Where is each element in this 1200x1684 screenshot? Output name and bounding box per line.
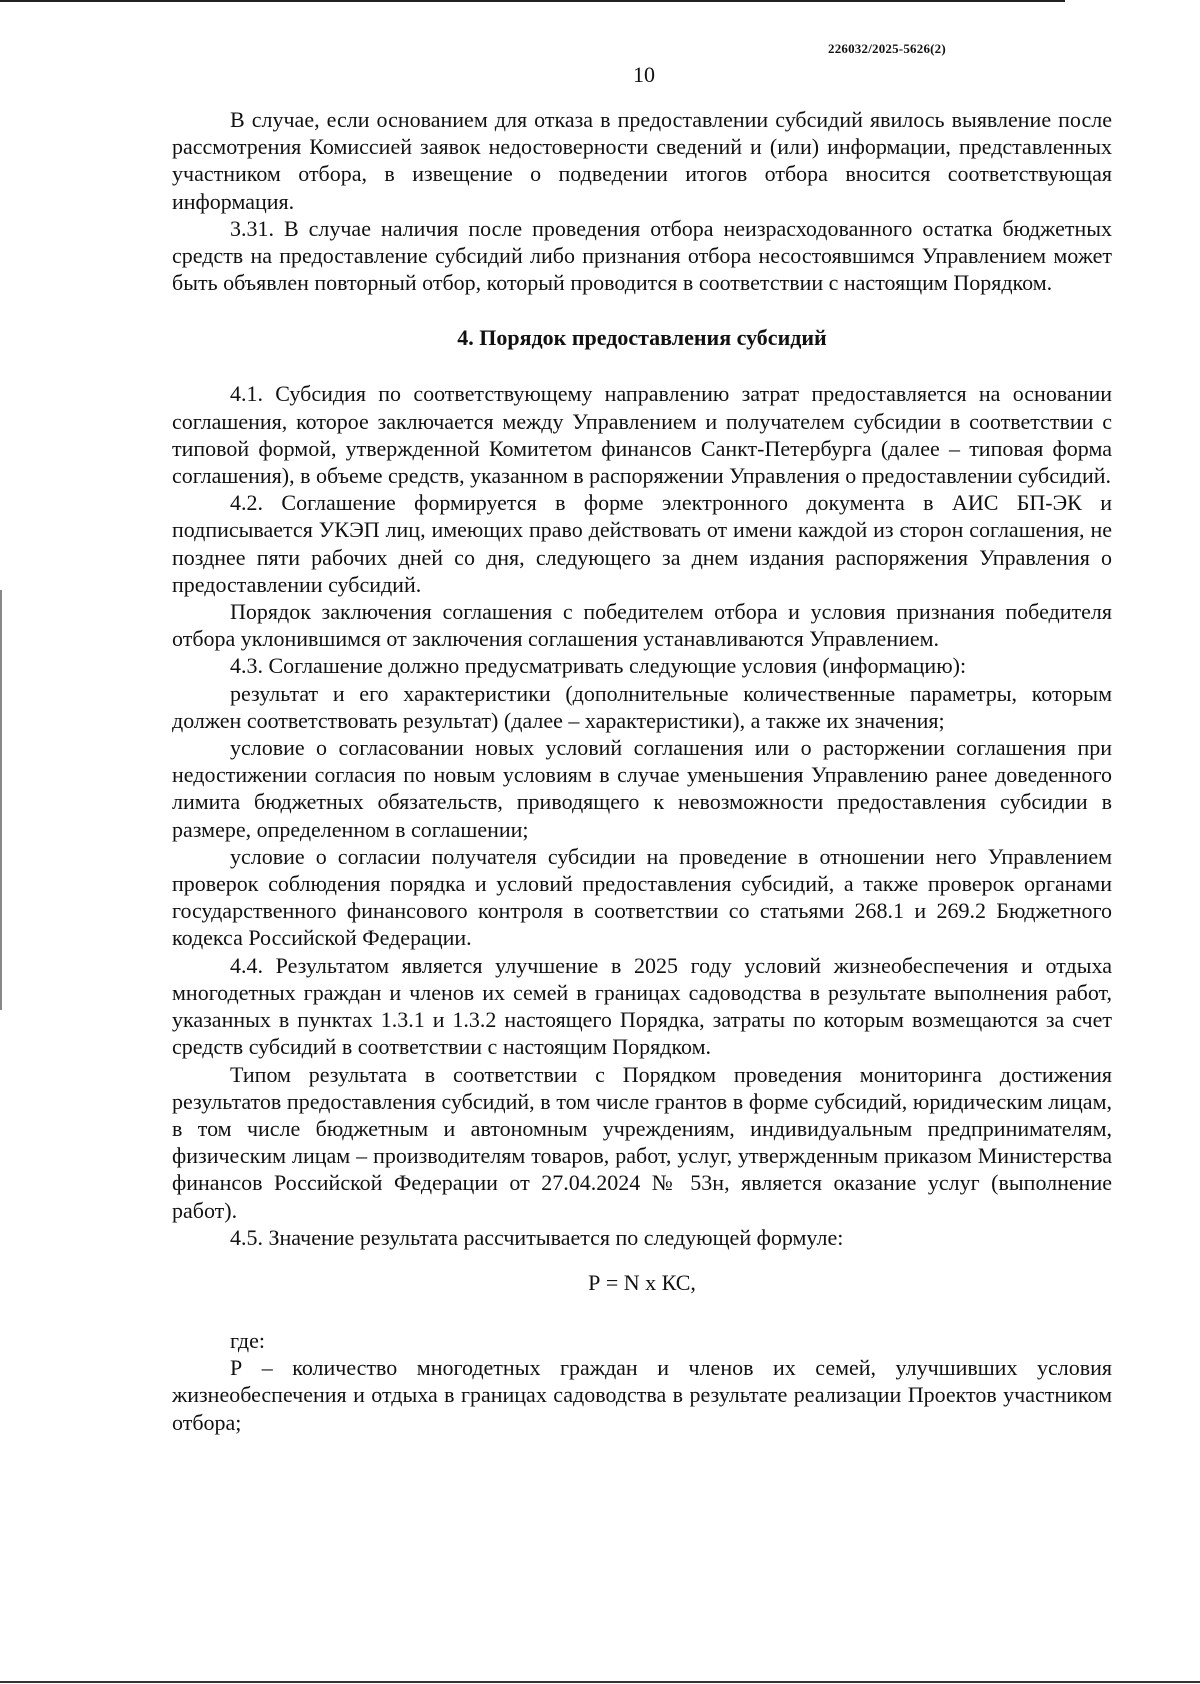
scan-edge-top — [0, 0, 1065, 2]
formula: Р = N x КС, — [588, 1269, 696, 1295]
paragraph: Порядок заключения соглашения с победителем отбора и условия признания победителя отбора уклонившимся от заключения соглашения устанавливаются Управлением. — [172, 599, 1112, 652]
scan-edge-bottom — [0, 1681, 1200, 1683]
section-title: 4. Порядок предоставления субсидий — [457, 325, 827, 351]
paragraph: 3.31. В случае наличия после проведения отбора неизрасходованного остатка бюджетных средств на предоставление субсидий либо признания отбора несостоявшимся Управлением может быть объявлен повторный отбор, который проводится в соответствии с настоящим Порядком. — [172, 215, 1112, 296]
scan-edge-left — [0, 590, 2, 1010]
paragraph: 4.5. Значение результата рассчитывается по следующей формуле: — [230, 1224, 844, 1250]
paragraph: Типом результата в соответствии с Порядком проведения мониторинга достижения результатов предоставления субсидий, в том числе грантов в форме субсидий, юридическим лицам, в том числе бюджетным и автономным учреждениям, индивидуальным предпринимателям, физическим лицам – производителям товаров, работ, услуг, утвержденным приказом Министерства финансов Российской Федерации от 27.04.2024 № 53н, является оказание услуг (выполнение работ). — [172, 1061, 1112, 1223]
paragraph: В случае, если основанием для отказа в предоставлении субсидий явилось выявление после рассмотрения Комиссией заявок недостоверности сведений и (или) информации, представленных участником отбора, в извещение о подведении итогов отбора вносится соответствующая информация. — [172, 107, 1112, 214]
paragraph: 4.1. Субсидия по соответствующему направлению затрат предоставляется на основании соглашения, которое заключается между Управлением и получателем субсидии в соответствии с типовой формой, утвержденной Комитетом финансов Санкт-Петербурга (далее – типовая форма соглашения), в объеме средств, указанном в распоряжении Управления о предоставлении субсидий. — [172, 381, 1112, 489]
paragraph: Р – количество многодетных граждан и членов их семей, улучшивших условия жизнеобеспечения и отдыха в границах садоводства в результате реализации Проектов участником отбора; — [172, 1355, 1112, 1435]
where-label: где: — [230, 1327, 265, 1353]
paragraph: результат и его характеристики (дополнительные количественные параметры, которым должен соответствовать результат) (далее – характеристики), а также их значения; — [172, 680, 1112, 733]
page-number: 10 — [633, 62, 655, 87]
document-id: 226032/2025-5626(2) — [828, 41, 946, 56]
document-body — [172, 106, 1112, 1436]
paragraph: условие о согласии получателя субсидии на проведение в отношении него Управлением проверок соблюдения порядка и условий предоставления субсидий, а также проверок органами государственного финансового контроля в соответствии со статьями 268.1 и 269.2 Бюджетного кодекса Российской Федерации. — [172, 843, 1112, 951]
paragraph: условие о согласовании новых условий соглашения или о расторжении соглашения при недостижении согласия по новым условиям в случае уменьшения Управлению ранее доведенного лимита бюджетных обязательств, приводящего к невозможности предоставления субсидии в размере, определенном в соглашении; — [172, 735, 1112, 842]
paragraph: 4.3. Соглашение должно предусматривать следующие условия (информацию): — [230, 653, 967, 679]
paragraph: 4.2. Соглашение формируется в форме электронного документа в АИС БП-ЭК и подписывается УКЭП лиц, имеющих право действовать от имени каждой из сторон соглашения, не позднее пяти рабочих дней со дня, следующего за днем издания распоряжения Управления о предоставлении субсидий. — [172, 490, 1112, 597]
paragraph: 4.4. Результатом является улучшение в 2025 году условий жизнеобеспечения и отдыха многодетных граждан и членов их семей в границах садоводства в результате выполнения работ, указанных в пунктах 1.3.1 и 1.3.2 настоящего Порядка, затраты по которым возмещаются за счет средств субсидий в соответствии с настоящим Порядком. — [172, 952, 1112, 1060]
